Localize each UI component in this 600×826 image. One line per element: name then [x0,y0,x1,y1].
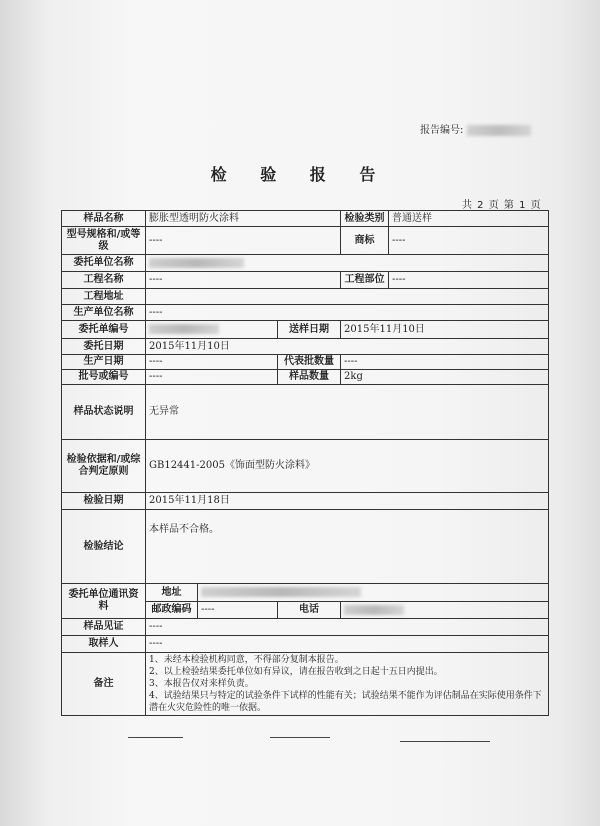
report-number [420,121,531,136]
basis-label: 检验依据和/或综合判定原则 [62,440,146,493]
notes-label: 备注 [62,653,146,716]
table-row [62,440,549,493]
client-info-label: 委托单位通讯资料 [62,584,146,619]
table-row [62,272,549,289]
manufacturer-label: 生产单位名称 [62,305,146,321]
project-part-label: 工程部位 [341,272,389,289]
table-row [62,339,549,355]
address-label: 地址 [146,584,198,602]
redacted-phone [344,605,404,615]
basis-value: GB12441-2005《饰面型防火涂料》 [146,440,549,493]
phone-label: 电话 [278,602,341,619]
table-row [62,493,549,510]
note-4: 4、试验结果只与特定的试验条件下试样的性能有关；试验结果不能作为评估制品在实际使用条件下潜在火灾危险性的唯一依据。 [149,691,542,713]
production-date-label: 生产日期 [62,355,146,370]
sample-name-value: 膨胀型透明防火涂料 [146,211,341,227]
test-type-label: 检验类别 [341,211,389,227]
delivery-date-label: 送样日期 [278,321,341,339]
batch-qty-label: 代表批数量 [278,355,341,370]
test-type-value: 普通送样 [389,211,549,227]
note-1: 1、未经本检验机构同意，不得部分复制本报告。 [149,655,344,665]
witness-value: ---- [146,619,549,636]
redacted-client-name [149,258,244,268]
commission-no-value [146,321,278,339]
phone-value [341,602,549,619]
sampler-value: ---- [146,636,549,653]
client-label: 委托单位名称 [62,255,146,272]
postcode-value: ---- [198,602,278,619]
notes-value [146,653,549,716]
table-row [62,211,549,227]
table-row [62,385,549,440]
model-label: 型号规格和/或等级 [62,227,146,255]
conclusion-label: 检验结论 [62,510,146,584]
inspection-table [61,210,549,716]
trademark-label: 商标 [341,227,389,255]
table-row [62,255,549,272]
page-title: 检 验 报 告 [210,165,390,184]
batch-qty-value: ---- [341,355,549,370]
project-part-value: ---- [389,272,549,289]
note-3: 3、本报告仅对来样负责。 [149,679,254,689]
batch-no-value: ---- [146,370,278,385]
sample-state-label: 样品状态说明 [62,385,146,440]
table-row [62,584,549,602]
project-address-label: 工程地址 [62,289,146,305]
redacted-address [201,587,361,597]
test-date-value: 2015年11月18日 [146,493,549,510]
project-name-value: ---- [146,272,341,289]
table-row [62,370,549,385]
table-row [62,619,549,636]
delivery-date-value: 2015年11月10日 [341,321,549,339]
address-value [198,584,549,602]
test-date-label: 检验日期 [62,493,146,510]
page-info: 共 2 页 第 1 页 [462,200,542,211]
project-name-label: 工程名称 [62,272,146,289]
table-row [62,636,549,653]
redacted-report-number [467,125,531,136]
table-row [62,227,549,255]
witness-label: 样品见证 [62,619,146,636]
commission-date-label: 委托日期 [62,339,146,355]
table-row [62,305,549,321]
table-row [62,289,549,305]
client-value [146,255,549,272]
postcode-label: 邮政编码 [146,602,198,619]
table-row [62,355,549,370]
batch-no-label: 批号或编号 [62,370,146,385]
table-row [62,510,549,584]
model-value: ---- [146,227,341,255]
sampler-label: 取样人 [62,636,146,653]
table-row [62,321,549,339]
production-date-value: ---- [146,355,278,370]
signature-line-tester [400,741,490,742]
sample-qty-value: 2kg [341,370,549,385]
sample-qty-label: 样品数量 [278,370,341,385]
manufacturer-value: ---- [146,305,549,321]
sample-state-value: 无异常 [146,385,549,440]
commission-date-value: 2015年11月10日 [146,339,549,355]
signature-line-reviewer [270,737,330,738]
commission-no-label: 委托单编号 [62,321,146,339]
note-2: 2、以上检验结果委托单位如有异议，请在报告收到之日起十五日内提出。 [149,667,443,677]
conclusion-value: 本样品不合格。 [146,510,549,584]
table-row [62,653,549,716]
signature-line-approver [128,737,183,738]
report-number-label: 报告编号: [420,125,464,136]
trademark-value: ---- [389,227,549,255]
project-address-value [146,289,549,305]
redacted-commission-no [149,324,219,334]
sample-name-label: 样品名称 [62,211,146,227]
